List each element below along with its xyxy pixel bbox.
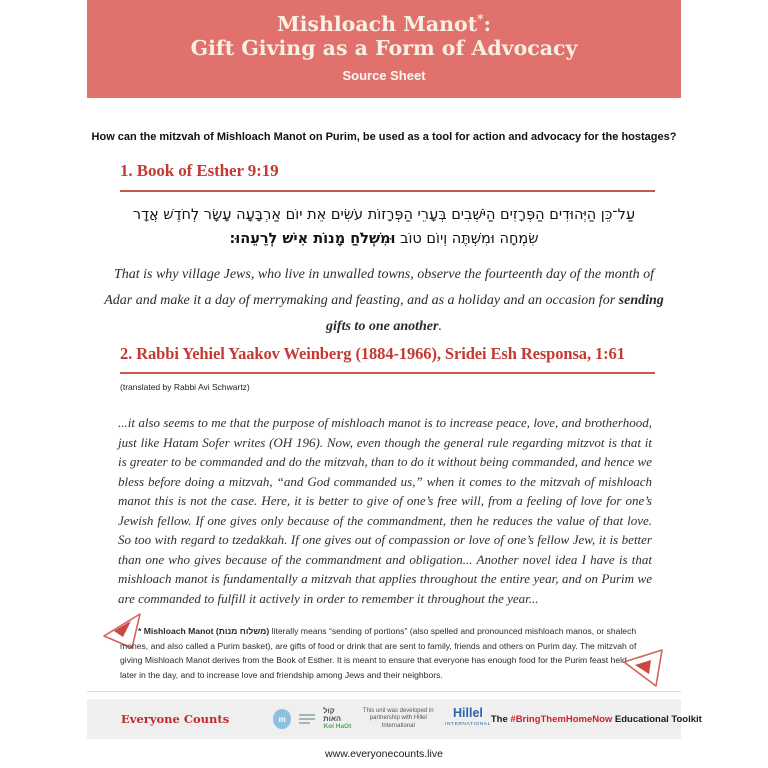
section1-heading: 1. Book of Esther 9:19 — [120, 161, 279, 180]
kol-haot-logo: קול האות Kol HaOt — [323, 706, 352, 730]
partner-logos — [273, 707, 491, 731]
hillel-logo: Hillel INTERNATIONAL — [445, 706, 491, 727]
footer — [87, 699, 702, 739]
title-line-2: Gift Giving as a Form of Advocacy — [190, 36, 578, 60]
footer-divider — [87, 691, 681, 692]
hebrew-verse-line-2: שִׂמְחָה וּמִשְׁתֶּה וְיוֹם טוֹב וּמִשְׁלֹחַ מָנוֹת אִישׁ לְרֵעֵהוּ: — [229, 231, 539, 247]
partnership-note: This unit was developed in partnership with Hillel International — [362, 707, 434, 729]
page-title — [87, 0, 681, 60]
hebrew-verse-line-1: עַל־כֵּן הַיְּהוּדִים הַפְּרָזִים הַיֹּשְׁבִים בְּעָרֵי הַפְּרָזוֹת עֹשִׂים אֵת יוֹם אַרְבָּעָה עָשָׂר לְחֹדֶשׁ אֲדָר — [132, 207, 636, 223]
translator-note: (translated by Rabbi Avi Schwartz) — [120, 382, 250, 392]
header-banner — [87, 0, 681, 98]
hebrew-verse — [94, 203, 674, 251]
section2-divider — [120, 372, 655, 374]
intro-question: How can the mitzvah of Mishloach Manot on Purim, be used as a tool for action and advocacy for the hostages? — [91, 131, 677, 143]
paper-plane-icon-right — [618, 644, 666, 690]
responsa-excerpt: ...it also seems to me that the purpose of mishloach manot is to increase peace, love, and brotherhood, just like Hatam Sofer writes (OH 196). Now, even though the general rule regarding mitzvot is that it is greater to be commanded and do the mitzvah, than to do it without being commanded, and hence we bless before doing a mitzvah, “and God commanded us,” when it comes to the mitzvah of mishloach manot this is not the case. Here, it is better to give of one’s free will, from a feeling of love for one’s Jewish fellow. If one gives only because of the commandment, then he reduces the value of that love. So too with regard to tzedakkah. If one gives out of compassion or love of one’s fellow Jew, it is better than one who gives because of the commandment and obligation... Another novel idea I have is that mishloach manot is fundamentally a mitzvah that applies throughout the entire year, and on Purim we are commanded to fulfill it actively in order to remember it throughout the year... — [118, 415, 652, 606]
title-line-1: Mishloach Manot*: — [276, 12, 492, 36]
everyone-counts-logo: Everyone Counts — [121, 712, 230, 726]
section2-heading: 2. Rabbi Yehiel Yaakov Weinberg (1884-1966), Sridei Esh Responsa, 1:61 — [120, 344, 625, 363]
partner-circle-logo: m — [273, 709, 291, 729]
verse-translation: That is why village Jews, who live in unwalled towns, observe the fourteenth day of the month of Adar and make it a day of merrymaking and feasting, and as a holiday and an occasion for sending gifts to one another. — [104, 267, 664, 334]
page-subtitle: Source Sheet — [342, 68, 426, 83]
website-url[interactable]: www.everyonecounts.live — [325, 748, 443, 760]
partner-logo-lines — [299, 714, 315, 724]
footnote-text: * Mishloach Manot (משלוח מנות) literally means “sending of portions” (also spelled and pronounced mishloach manos, or shalech mones, and also called a Purim basket), are gifts of food or drink that are sent to family, friends and others on Purim day. The mitzvah of giving Mishloach Manot derives from the Book of Esther. It is meant to ensure that everyone has enough food for the Purim feast held later in the day, and to increase love and friendship among Jews and their neighbors. — [120, 626, 637, 680]
section1-divider — [120, 190, 655, 192]
footnote-asterisk: * — [477, 12, 484, 27]
toolkit-label: The #BringThemHomeNow Educational Toolkit — [490, 713, 702, 725]
